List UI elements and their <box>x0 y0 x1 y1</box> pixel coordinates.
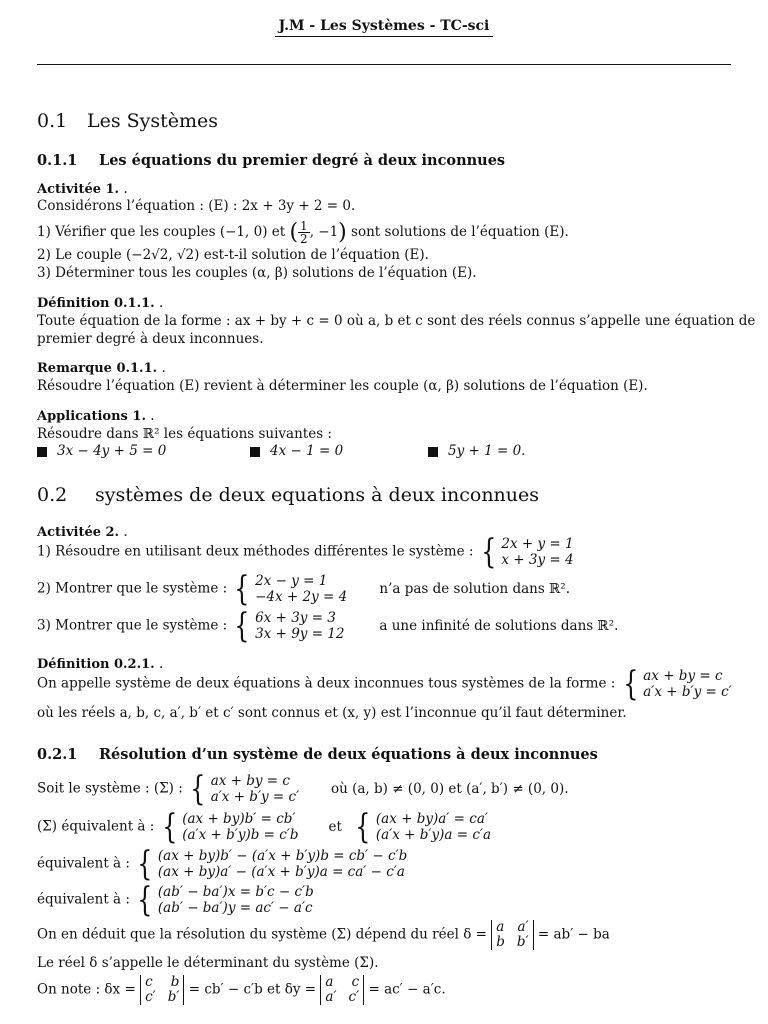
system-equation: (ab′ − ba′)x = b′c − c′b <box>157 884 314 900</box>
system-equation: 2x + y = 1 <box>501 536 574 552</box>
square-bullet-icon <box>428 447 438 457</box>
resolution-line-1 <box>37 807 491 847</box>
text-part: 3) Montrer que le système : <box>37 617 228 634</box>
activity-label: Activitée 2. <box>37 525 120 540</box>
header-rule <box>37 64 731 65</box>
subsection-title: Résolution d’un système de deux équations à deux inconnues <box>99 746 598 763</box>
application-item-2 <box>250 443 343 460</box>
system-equation: (ab′ − ba′)y = ac′ − a′c <box>157 900 313 916</box>
section-number: 0.2 <box>37 484 68 506</box>
det-cell: c′ <box>145 989 156 1005</box>
label-dot: . <box>150 408 155 424</box>
left-brace-icon: { <box>355 807 371 847</box>
det-cell: b′ <box>167 989 180 1005</box>
equation-system <box>352 807 491 847</box>
left-brace-icon: { <box>190 769 206 809</box>
page-header <box>0 18 768 35</box>
header-title: J.M - Les Systèmes - TC-sci <box>275 18 494 37</box>
section-number: 0.1 <box>37 110 68 132</box>
resolution-line-3 <box>37 880 314 920</box>
text-part: Soit le système : (Σ) : <box>37 780 183 797</box>
activity-1-label <box>37 181 128 198</box>
definition-label: Définition 0.1.1. <box>37 296 155 311</box>
resolution-line-4 <box>37 920 610 950</box>
system-equation: 3x + 9y = 12 <box>255 626 345 642</box>
activity-1-line-1: 1) Vérifier que les couples (−1, 0) et ( $\frac{1}{2}$ , −1) sont solutions de l’équation (E). <box>37 219 569 246</box>
equation-system <box>231 606 365 646</box>
fraction <box>298 220 310 245</box>
text-part: équivalent à : <box>37 891 130 908</box>
label-dot: . <box>161 360 166 376</box>
text-part: 1) Vérifier que les couples (−1, 0) et <box>37 224 290 240</box>
det-cell: a <box>325 974 334 990</box>
application-item-1 <box>37 443 166 460</box>
definition-label: Définition 0.2.1. <box>37 657 155 672</box>
system-equation: (ax + by)b′ − (a′x + b′y)b = cb′ − c′b <box>157 848 408 864</box>
equation-system <box>159 807 313 847</box>
left-brace-icon: { <box>137 844 153 884</box>
text-part: n’a pas de solution dans ℝ². <box>379 580 570 597</box>
system-equation: ax + by = c <box>210 773 290 789</box>
equation-system <box>134 880 314 920</box>
definition-2-line-1: où les réels a, b, c, a′, b′ et c′ sont connus et (x, y) est l’inconnue qu’il faut déterminer. <box>37 705 627 721</box>
text-part: , −1 <box>309 224 339 240</box>
det-cell: a′ <box>325 989 337 1005</box>
text-part: = ac′ − a′c. <box>368 981 446 998</box>
activity-1-line-0: Considérons l’équation : (E) : 2x + 3y + 2 = 0. <box>37 198 356 214</box>
system-equation: 2x − y = 1 <box>255 573 328 589</box>
equation: 3x − 4y + 5 = 0 <box>57 443 167 459</box>
system-equation: x + 3y = 4 <box>501 552 574 568</box>
remark-1-label <box>37 360 166 377</box>
system-equation: (ax + by)a′ − (a′x + b′y)a = ca′ − c′a <box>157 864 405 880</box>
det-cell: c <box>145 974 153 990</box>
left-brace-icon: { <box>480 532 497 572</box>
resolution-line-0 <box>37 769 569 809</box>
left-brace-icon: { <box>622 664 639 704</box>
equation-system <box>478 532 574 572</box>
system-equation: a′x + b′y = c′ <box>643 684 732 700</box>
subsection-title: Les équations du premier degré à deux inconnues <box>99 152 506 169</box>
definition-1-line-0: Toute équation de la forme : ax + by + c = 0 où a, b et c sont des réels connus s’appelle une équation de <box>37 313 756 329</box>
label-dot: . <box>123 524 128 540</box>
system-equation: a′x + b′y = c′ <box>210 789 300 805</box>
text-part: = ab′ − ba <box>537 926 610 943</box>
left-brace-icon: { <box>234 569 250 609</box>
label-dot: . <box>123 181 128 197</box>
subsection-heading-1 <box>37 152 505 169</box>
equation-system <box>134 844 408 884</box>
label-dot: . <box>159 656 164 672</box>
text-part: sont solutions de l’équation (E). <box>346 224 569 240</box>
system-equation: (ax + by)b′ = cb′ <box>182 811 296 827</box>
system-equation: ax + by = c <box>643 668 723 684</box>
det-cell: b <box>496 934 505 950</box>
system-equation: 6x + 3y = 3 <box>255 610 336 626</box>
system-equation: (a′x + b′y)b = c′b <box>182 827 299 843</box>
det-cell: a <box>496 919 505 935</box>
text-part: On en déduit que la résolution du système (Σ) dépend du réel δ = <box>37 926 487 943</box>
definition-1-label <box>37 295 163 312</box>
fraction-numerator: 1 <box>300 219 308 233</box>
applications-1-line-0: Résoudre dans ℝ² les équations suivantes : <box>37 426 332 442</box>
text-part: a une infinité de solutions dans ℝ². <box>379 617 619 634</box>
text-part: où (a, b) ≠ (0, 0) et (a′, b′) ≠ (0, 0). <box>330 780 569 797</box>
system-equation: (ax + by)a′ = ca′ <box>375 811 488 827</box>
activity-1-line-3: 3) Déterminer tous les couples (α, β) solutions de l’équation (E). <box>37 265 477 281</box>
determinant-delta <box>491 920 533 950</box>
text-part: et <box>328 818 342 835</box>
left-brace-icon: { <box>137 880 153 920</box>
determinant-delta-x <box>140 975 184 1005</box>
section-title: systèmes de deux equations à deux inconnues <box>95 484 540 506</box>
subsection-heading-2 <box>37 746 598 763</box>
definition-1-line-1: premier degré à deux inconnues. <box>37 331 264 347</box>
activity-label: Activitée 1. <box>37 182 120 197</box>
resolution-line-6 <box>37 975 446 1005</box>
activity-2-line-3 <box>37 606 619 646</box>
text-part: 2) Montrer que le système : <box>37 580 228 597</box>
activity-1-line-2: 2) Le couple (−2√2, √2) est-t-il solution de l’équation (E). <box>37 247 429 263</box>
text-part: On note : δx = <box>37 981 136 998</box>
remark-label: Remarque 0.1.1. <box>37 361 158 376</box>
text-part: équivalent à : <box>37 855 130 872</box>
square-bullet-icon <box>250 447 260 457</box>
left-brace-icon: { <box>234 606 250 646</box>
section-heading-2 <box>37 484 540 506</box>
text-part: On appelle système de deux équations à deux inconnues tous systèmes de la forme : <box>37 675 616 692</box>
equation-system <box>620 664 732 704</box>
system-equation: (a′x + b′y)a = c′a <box>375 827 491 843</box>
section-heading-1 <box>37 110 219 132</box>
text-part: (Σ) équivalent à : <box>37 818 155 835</box>
equation-system <box>187 769 311 809</box>
det-cell: b <box>170 974 180 990</box>
subsection-number: 0.1.1 <box>37 152 78 169</box>
resolution-line-2 <box>37 844 408 884</box>
det-cell: c <box>351 974 360 990</box>
section-title: Les Systèmes <box>87 110 219 132</box>
square-bullet-icon <box>37 447 47 457</box>
resolution-line-5: Le réel δ s’appelle le déterminant du système (Σ). <box>37 955 379 971</box>
subsection-number: 0.2.1 <box>37 746 78 763</box>
text-part: = cb′ − c′b et δy = <box>188 981 317 998</box>
application-item-3 <box>428 443 525 460</box>
text-part: 1) Résoudre en utilisant deux méthodes différentes le système : <box>37 543 474 560</box>
det-cell: a′ <box>517 919 529 935</box>
remark-1-line-0: Résoudre l’équation (E) revient à déterminer les couple (α, β) solutions de l’équation (E). <box>37 378 648 394</box>
determinant-delta-y <box>320 975 364 1005</box>
equation: 4x − 1 = 0 <box>270 443 344 459</box>
activity-2-line-2 <box>37 569 570 609</box>
system-equation: −4x + 2y = 4 <box>255 589 348 605</box>
left-brace-icon: { <box>161 807 177 847</box>
label-dot: . <box>159 295 164 311</box>
fraction-denominator: 2 <box>300 232 308 246</box>
det-cell: c′ <box>348 989 360 1005</box>
applications-label: Applications 1. <box>37 409 146 424</box>
applications-1-label <box>37 408 155 425</box>
equation-system <box>231 569 365 609</box>
equation: 5y + 1 = 0. <box>448 443 526 459</box>
det-cell: b′ <box>516 934 529 950</box>
